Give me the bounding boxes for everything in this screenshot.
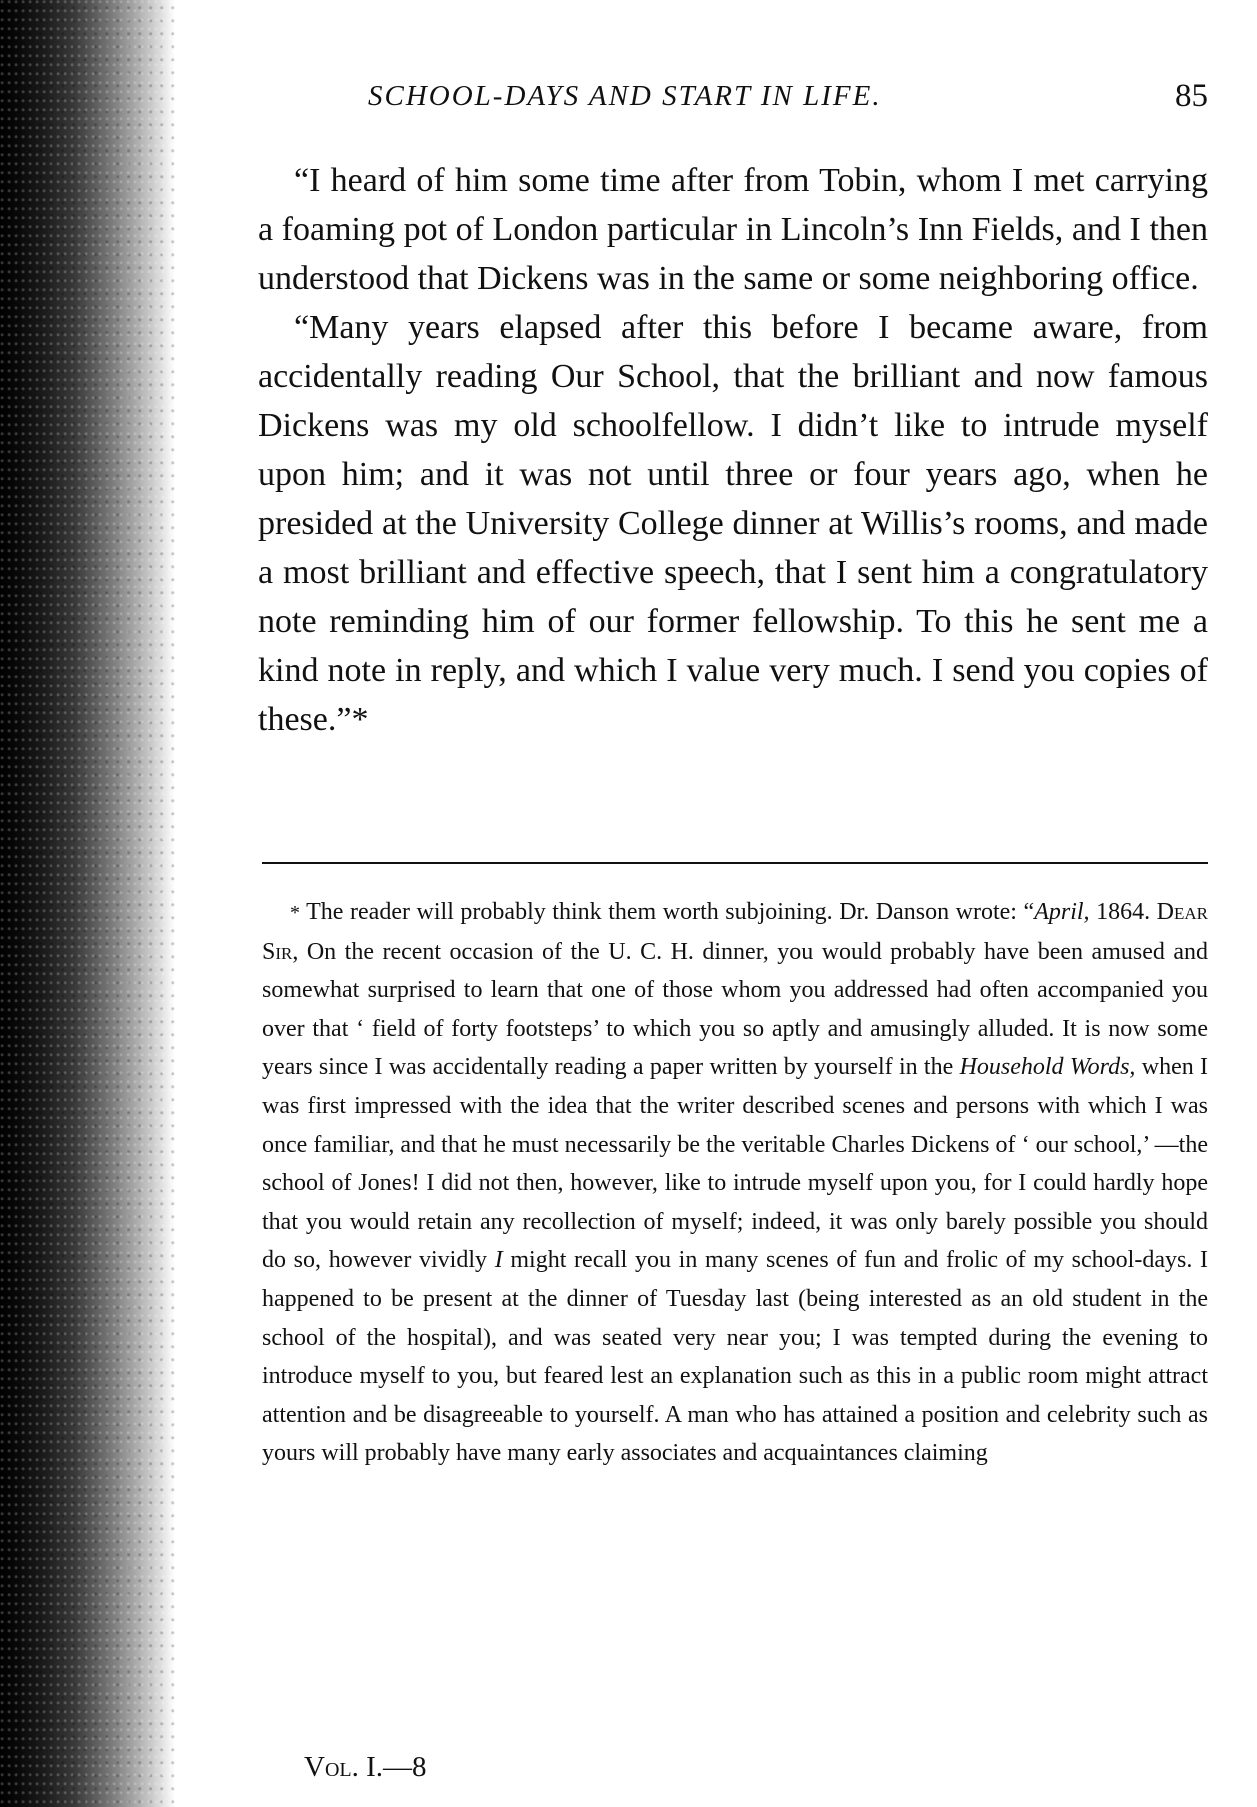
volume-signature: Vol. I.—8 xyxy=(304,1751,427,1783)
footnote-publication: Household Words, xyxy=(959,1054,1136,1081)
footnote-part-3: might recall you in many scenes of fun and frolic of my school-days. I happened to be present at the dinner of Tuesday last (being interested as an old student in the school of the hospital), and was seated very near you; I was tempted during the evening to introduce myself to you, but feared lest an explanation such as this in a public room might attract attention and be disagreeable to yourself. A man who has attained a position and celebrity such as yours will probably have many early associates and acquaintances claiming xyxy=(262,1247,1208,1467)
body-paragraph-2: “Many years elapsed after this before I became aware, from accidentally reading Our School, that the brilliant and now famous Dickens was my old schoolfellow. I didn’t like to intrude myself upon him; and it was not until three or four years ago, when he presided at the University College dinner at Willis’s rooms, and made a most brilliant and effective speech, that I sent him a congratulatory note reminding him of our former fellowship. To this he sent me a kind note in reply, and which I value very much. I send you copies of these.”* xyxy=(258,309,1208,738)
footnote-paragraph xyxy=(262,893,1208,1473)
page-number: 85 xyxy=(1175,78,1208,114)
body-text xyxy=(258,156,1208,744)
footnote-date-italic: April, xyxy=(1034,899,1090,925)
footnote-emphasis: I xyxy=(494,1247,503,1274)
footnote-salutation: Dear Sir, xyxy=(262,899,1208,965)
footnote-marker: * xyxy=(290,902,300,924)
footnote-lead: The reader will probably think them worth subjoining. Dr. Danson wrote: “ xyxy=(306,899,1035,925)
footnote xyxy=(262,893,1208,1473)
footnote-part-1: On the recent occasion of the U. C. H. dinner, you would probably have been amused and somewhat surprised to learn that one of those whom you addressed had often accompanied you over that ‘ field of forty footsteps’ to which you so aptly and amusingly alluded. It is now some years since I was accidentally reading a paper written by yourself in the xyxy=(262,938,1208,1081)
body-paragraph-1: “I heard of him some time after from Tobin, whom I met carrying a foaming pot of London particular in Lincoln’s Inn Fields, and I then understood that Dickens was in the same or some neighboring office. xyxy=(258,162,1208,297)
running-title: SCHOOL-DAYS AND START IN LIFE. xyxy=(368,80,882,112)
footnote-part-2: when I was first impressed with the idea that the writer described scenes and persons with which I was once familiar, and that he must necessarily be the veritable Charles Dickens of ‘ our school,’ —the school of Jones! I did not then, however, like to intrude myself upon you, for I could hardly hope that you would retain any recollection of myself; indeed, it was only barely possible you should do so, however vividly xyxy=(262,1054,1209,1274)
footnote-date-rest: 1864. xyxy=(1089,899,1157,925)
running-head xyxy=(260,72,1208,122)
binding-texture xyxy=(0,0,175,1807)
footnote-rule xyxy=(262,862,1208,864)
